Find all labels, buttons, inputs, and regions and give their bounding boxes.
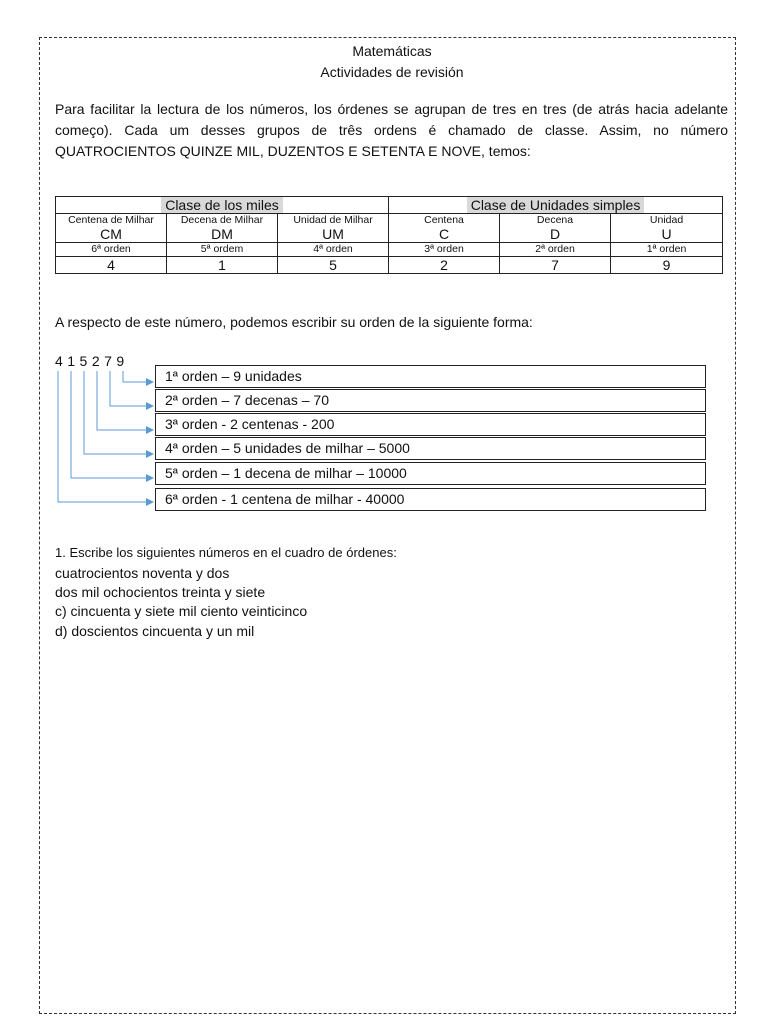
value-cell: 1 xyxy=(167,257,278,274)
exercise-prompt: 1. Escribe los siguientes números en el cuadro de órdenes: xyxy=(55,545,397,560)
exercise-item-1: cuatrocientos noventa y dos xyxy=(55,565,230,581)
order-cell: 5ª ordem xyxy=(167,243,278,257)
order-cell: 1ª orden xyxy=(611,243,723,257)
order-cell: 2ª orden xyxy=(500,243,611,257)
column-name: Unidad de Milhar xyxy=(293,214,373,226)
arrow-digit-7 xyxy=(110,371,153,406)
exercise-item-2: dos mil ochocientos treinta y siete xyxy=(55,584,266,600)
exercise-item-4: d) doscientos cincuenta y un mil xyxy=(55,623,255,639)
column-name: Centena xyxy=(424,214,464,226)
value-cell: 7 xyxy=(500,257,611,274)
exercise-item-3: c) cincuenta y siete mil ciento veinticinco xyxy=(55,603,308,619)
order-box-5: 5ª orden – 1 decena de milhar – 10000 xyxy=(155,462,706,485)
column-abbr: CM xyxy=(100,226,122,242)
order-box-1: 1ª orden – 9 unidades xyxy=(155,365,706,388)
column-name: Decena xyxy=(536,214,574,226)
column-abbr: UM xyxy=(322,226,344,242)
order-box-3: 3ª orden - 2 centenas - 200 xyxy=(155,413,706,436)
arrow-digit-2 xyxy=(97,371,153,430)
column-abbr: C xyxy=(438,226,450,242)
column-name: Centena de Milhar xyxy=(68,214,154,226)
intro-paragraph: Para facilitar la lectura de los números, los órdenes se agrupan de tres en tres (de atrás hacia adelante começo). Cada um desses grupos de três ordens é chamado de classe. Assim, no número QUATROCIENTOS QUINZE MIL, DUZENTOS E SETENTA E NOVE, temos: xyxy=(55,101,728,159)
subject-title: Matemáticas xyxy=(352,43,432,59)
column-abbr: DM xyxy=(211,226,233,242)
order-box-2: 2ª orden – 7 decenas – 70 xyxy=(155,389,706,412)
value-cell: 4 xyxy=(56,257,167,274)
arrow-digit-4 xyxy=(58,371,153,502)
arrow-digit-1 xyxy=(71,371,153,478)
class-thousands-label: Clase de los miles xyxy=(161,197,283,213)
column-name: Decena de Milhar xyxy=(180,214,264,226)
arrow-digit-9 xyxy=(123,371,153,382)
value-cell: 5 xyxy=(278,257,389,274)
respect-text: A respecto de este número, podemos escribir su orden de la siguiente forma: xyxy=(55,314,533,330)
column-abbr: U xyxy=(661,226,672,242)
value-cell: 9 xyxy=(611,257,723,274)
column-name: Unidad xyxy=(649,214,684,226)
activity-subtitle: Actividades de revisión xyxy=(320,64,464,80)
order-box-4: 4ª orden – 5 unidades de milhar – 5000 xyxy=(155,437,706,460)
order-cell: 3ª orden xyxy=(389,243,500,257)
value-cell: 2 xyxy=(389,257,500,274)
order-cell: 4ª orden xyxy=(278,243,389,257)
column-abbr: D xyxy=(549,226,561,242)
number-digits: 4 1 5 2 7 9 xyxy=(55,353,125,369)
arrow-digit-5 xyxy=(84,371,153,454)
class-units-label: Clase de Unidades simples xyxy=(467,197,645,213)
order-cell: 6ª orden xyxy=(56,243,167,257)
order-box-6: 6ª orden - 1 centena de milhar - 40000 xyxy=(155,488,706,511)
